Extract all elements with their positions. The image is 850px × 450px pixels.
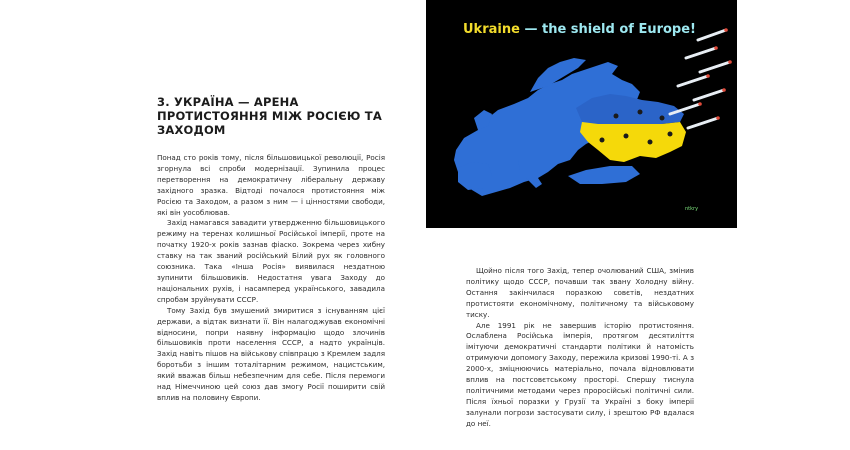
right-text-column — [466, 266, 694, 430]
illustration-title — [463, 22, 696, 38]
southeast-shape — [568, 166, 640, 184]
illustration-title-rest: — the shield of Europe! — [519, 22, 696, 37]
left-text-column — [157, 153, 385, 404]
paragraph: Щойно після того Захід, тепер очолюваний США, змінив політику щодо СССР, почавши так звану Холодну війну. Остання закінчилася поразкою совєтів, нездатних протистояти економічному, політичному та військовому тиску. — [466, 266, 694, 319]
paragraph: Понад сто років тому, після більшовицької революції, Росія згорнула всі спроби модернізації. Зупинила процес перетворення на демократичну ліберальну державу західного зразка. Відтоді почалося протистояння між Росією та Заходом, а разом з ним — і цінностями свободи, які він уособлював. — [157, 153, 385, 217]
paragraph: Але 1991 рік не завершив історію протистояння. Ослаблена Російська імперія, протягом десятиліття імітуючи демократичні стандарти політики й натомість отримуючи допомогу Заходу, пережила кризові 1990-ті. А з 2000-х, зміцнюючись матеріально, почала відновлювати вплив на постсовєтському просторі. Спершу тиснула політичними методами через проросійські політичні сили. Після їхньої поразки у Грузії та Україні з боку імперії залунали погрози застосувати силу, і зрештою РФ вдалася до неї. — [466, 320, 694, 428]
artist-signature: ntkry — [685, 206, 699, 212]
ukraine-blue-shape — [576, 94, 684, 124]
europe-shield-illustration — [426, 0, 737, 228]
paragraph: Тому Захід був змушений змиритися з існуванням цієї держави, а відтак визнати її. Він налагоджував економічні відносини, попри наявну інформацію щодо злочинів більшовиків проти населення СССР, а надто українців. Захід навіть пішов на військову співпрацю з Кремлем задля боротьби з іншим тоталітарним режимом, нацистським, який вважав більш небезпечним для себе. Після перемоги над Німеччиною цей союз дав змогу Росії поширити свій вплив на половину Європи. — [157, 305, 385, 402]
missile-flames — [698, 28, 732, 120]
illustration-title-ukraine: Ukraine — [463, 22, 520, 37]
paragraph: Захід намагався завадити утвердженню більшовицького режиму на теренах колишньої Російської імперії, проте на початку 1920-х років зазнав фіаско. Зокрема через хибну ставку на так званий російський Білий рух як головного союзника. Така «Інша Росія» виявилася нездатною зупинити більшовиків. Недостатня увага Заходу до національних рухів, і насамперед українського, завадила спробам зруйнувати СССР. — [157, 218, 385, 304]
ukraine-yellow-shape — [580, 122, 686, 162]
chapter-title: 3. УКРАЇНА — АРЕНА ПРОТИСТОЯННЯ МІЖ РОСІЄЮ ТА ЗАХОДОМ — [157, 95, 382, 137]
